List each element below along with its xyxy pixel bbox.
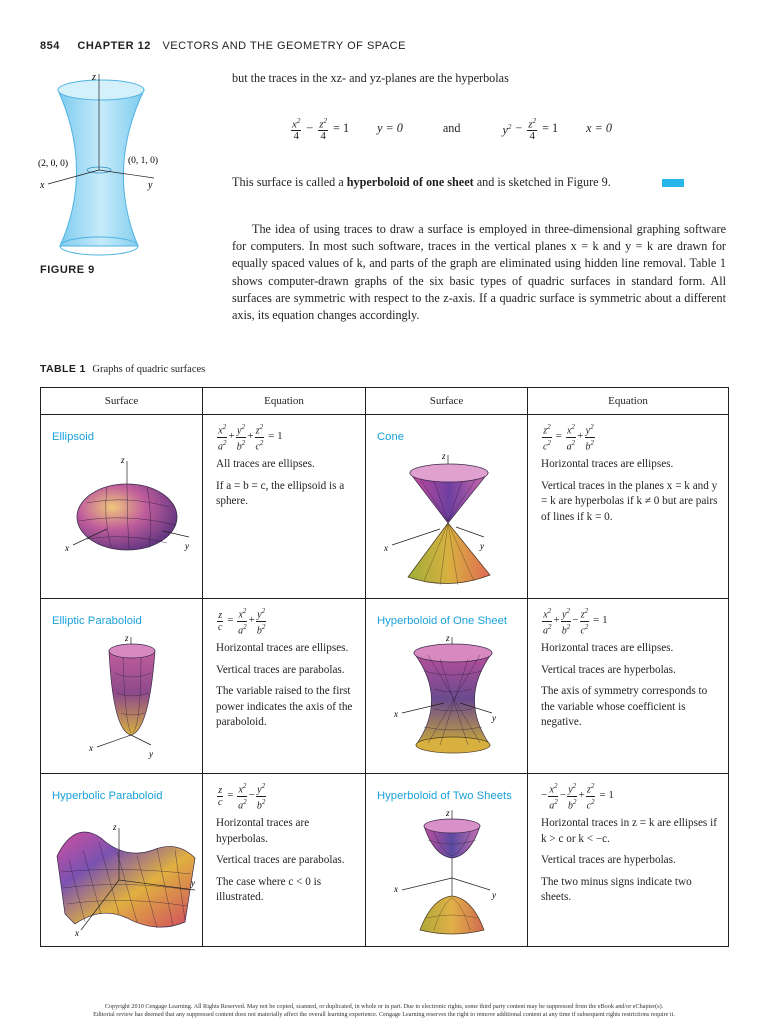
y-axis-label: y xyxy=(148,180,153,191)
equation-cell-hyperbolic-paraboloid xyxy=(203,774,366,947)
table-row xyxy=(41,774,729,947)
equation-cell-hyperboloid-one-sheet xyxy=(528,599,729,774)
surface-name: Elliptic Paraboloid xyxy=(52,615,142,627)
hyperbolic-paraboloid-equation: $\frac{z}{c}$ = $\frac{x^2}{a^2}$ − $\frac{y^2}{b^2}$ xyxy=(218,782,266,811)
svg-text:z: z xyxy=(446,808,450,818)
hyperbolic-paraboloid-graph xyxy=(45,810,201,940)
surface-name: Hyperboloid of Two Sheets xyxy=(377,790,512,802)
svg-text:x: x xyxy=(65,543,69,553)
elliptic-paraboloid-desc-1: Horizontal traces are ellipses. xyxy=(216,642,349,654)
eq1-condition: y = 0 xyxy=(377,121,403,136)
col-header-equation: Equation xyxy=(528,388,729,415)
eq1-tail: = 1 xyxy=(333,121,350,136)
copyright-footer xyxy=(60,1003,708,1019)
hyperboloid-top-rim xyxy=(58,80,144,100)
svg-text:y: y xyxy=(185,541,189,551)
ellipsoid-graph xyxy=(63,455,193,565)
elliptic-paraboloid-graph xyxy=(79,633,189,763)
chapter-label: CHAPTER 12 xyxy=(77,40,151,52)
equation-cell-hyperboloid-two-sheets xyxy=(528,774,729,947)
hyperboloid-one-sheet-equation: $\frac{x^2}{a^2}$ + $\frac{y^2}{b^2}$ − $\frac{z^2}{c^2}$ = 1 xyxy=(543,607,608,636)
svg-text:x: x xyxy=(89,743,93,753)
elliptic-paraboloid-desc-2: Vertical traces are parabolas. xyxy=(216,663,345,676)
hyperboloid-two-desc-2: Vertical traces are hyperbolas. xyxy=(541,854,676,866)
table-label: TABLE 1 xyxy=(40,363,86,375)
svg-text:x: x xyxy=(384,543,388,553)
hyperbolic-paraboloid-desc-3: The case where c < 0 is illustrated. xyxy=(216,875,322,903)
surface-name: Ellipsoid xyxy=(52,431,95,443)
svg-text:z: z xyxy=(442,451,446,461)
svg-text:z: z xyxy=(125,633,129,643)
elliptic-paraboloid-equation: $\frac{z}{c}$ = $\frac{x^2}{a^2}$ + $\frac{y^2}{b^2}$ xyxy=(218,607,266,636)
page-number: 854 xyxy=(40,40,60,52)
surface-cell-cone xyxy=(366,415,528,599)
surface-name: Hyperboloid of One Sheet xyxy=(377,615,507,627)
table-caption xyxy=(40,363,205,375)
ellipsoid-desc-1: All traces are ellipses. xyxy=(216,458,315,470)
svg-text:x: x xyxy=(394,709,398,719)
cone-desc-2: Vertical traces in the planes x = k and y = k are hyperbolas if k ≠ 0 but are pairs of lines if k = 0. xyxy=(541,479,718,523)
cone-desc-1: Horizontal traces are ellipses. xyxy=(541,458,674,470)
cone-equation: $\frac{z^2}{c^2}$ = $\frac{x^2}{a^2}$ + $\frac{y^2}{b^2}$ xyxy=(543,423,594,452)
figure-9-hyperboloid xyxy=(36,70,196,260)
traces-paragraph: The idea of using traces to draw a surface is employed in three-dimensional graphing software for computers. In most such software, traces in the vertical planes x = k and y = k are drawn for equally spaced values of k, and parts of the graph are eliminated using hidden line removal. Table 1 shows computer-drawn graphs of the six basic types of quadric surfaces in standard form. All surfaces are symmetric with respect to the z-axis. If a quadric surface is symmetric about a different axis, its equation changes accordingly. xyxy=(232,222,726,323)
surface-name: Cone xyxy=(377,431,405,443)
svg-text:y: y xyxy=(492,713,496,723)
copyright-line-1: Copyright 2010 Cengage Learning. All Rights Reserved. May not be copied, scanned, or duplicated, in whole or in part. Due to electronic rights, some third party content may be suppressed from the eBook and/or eChapter(s). xyxy=(104,1003,664,1010)
svg-text:z: z xyxy=(121,455,125,465)
ellipsoid-desc-2: If a = b = c, the ellipsoid is a sphere. xyxy=(216,479,345,507)
surface-cell-hyperboloid-one-sheet xyxy=(366,599,528,774)
chapter-title: VECTORS AND THE GEOMETRY OF SPACE xyxy=(162,40,406,52)
page-header xyxy=(40,40,406,52)
col-header-surface: Surface xyxy=(41,388,203,415)
x-axis-label: x xyxy=(40,180,45,191)
eq2-tail: = 1 xyxy=(542,121,559,136)
z-axis-label: z xyxy=(92,72,96,83)
hyperboloid-term: hyperboloid of one sheet xyxy=(346,175,474,189)
ellipsoid-equation: $\frac{x^2}{a^2}$ + $\frac{y^2}{b^2}$ + $\frac{z^2}{c^2}$ = 1 xyxy=(218,423,283,452)
elliptic-paraboloid-desc-3: The variable raised to the first power indicates the axis of the paraboloid. xyxy=(216,685,353,728)
col-header-surface: Surface xyxy=(366,388,528,415)
intro-sentence: but the traces in the xz- and yz-planes are the hyperbolas xyxy=(232,71,509,85)
svg-text:z: z xyxy=(113,822,117,832)
and-word: and xyxy=(442,121,461,136)
svg-text:z: z xyxy=(446,633,450,643)
hyperboloid-one-sheet-graph xyxy=(388,633,518,763)
margin-marker xyxy=(662,179,684,187)
quadric-surfaces-table xyxy=(40,387,729,947)
figure-9-caption: FIGURE 9 xyxy=(40,264,95,276)
hyperbola-equations: $\frac{x^2}{4}$ − $\frac{z^2}{4}$ = 1 y = 0 and $y^2$ − $\frac{z^2}{4}$ = 1 x = 0 xyxy=(292,116,612,143)
col-header-equation: Equation xyxy=(203,388,366,415)
table-title: Graphs of quadric surfaces xyxy=(92,364,206,375)
svg-text:y: y xyxy=(191,878,195,888)
hyperboloid-body xyxy=(58,90,144,246)
equation-cell-ellipsoid xyxy=(203,415,366,599)
hyperboloid-two-desc-1: Horizontal traces in z = k are ellipses if k > c or k < −c. xyxy=(541,817,717,845)
svg-text:y: y xyxy=(480,541,484,551)
surface-cell-hyperbolic-paraboloid xyxy=(41,774,203,947)
cone-graph xyxy=(380,451,520,596)
hyperboloid-two-desc-3: The two minus signs indicate two sheets. xyxy=(541,875,692,903)
point-200-label: (2, 0, 0) xyxy=(38,159,69,169)
surface-cell-ellipsoid xyxy=(41,415,203,599)
hyperbolic-paraboloid-desc-1: Horizontal traces are hyperbolas. xyxy=(216,817,310,845)
surface-cell-elliptic-paraboloid xyxy=(41,599,203,774)
svg-text:x: x xyxy=(75,928,79,938)
surface-name: Hyperbolic Paraboloid xyxy=(52,790,163,802)
copyright-line-2: Editorial review has deemed that any suppressed content does not materially affect the overall learning experience. Cengage Learning reserves the right to remove additional content at any time if subsequent rights restrictions require it. xyxy=(93,1011,675,1018)
equation-cell-elliptic-paraboloid xyxy=(203,599,366,774)
table-row xyxy=(41,415,729,599)
hyperbolic-paraboloid-desc-2: Vertical traces are parabolas. xyxy=(216,854,345,866)
svg-text:y: y xyxy=(149,749,153,759)
hyperboloid-one-desc-3: The axis of symmetry corresponds to the variable whose coefficient is negative. xyxy=(541,685,708,728)
svg-text:y: y xyxy=(492,890,496,900)
surface-sentence: This surface is called a hyperboloid of one sheet and is sketched in Figure 9. xyxy=(232,175,611,189)
hyperboloid-two-sheets-graph xyxy=(388,808,518,940)
svg-text:x: x xyxy=(394,884,398,894)
equation-cell-cone xyxy=(528,415,729,599)
hyperboloid-one-desc-1: Horizontal traces are ellipses. xyxy=(541,642,674,654)
point-010-label: (0, 1, 0) xyxy=(128,156,159,166)
table-row xyxy=(41,599,729,774)
surface-cell-hyperboloid-two-sheets xyxy=(366,774,528,947)
eq2-condition: x = 0 xyxy=(586,121,612,136)
hyperboloid-one-desc-2: Vertical traces are hyperbolas. xyxy=(541,663,676,676)
hyperboloid-two-sheets-equation: − $\frac{x^2}{a^2}$ − $\frac{y^2}{b^2}$ + $\frac{z^2}{c^2}$ = 1 xyxy=(541,782,614,811)
